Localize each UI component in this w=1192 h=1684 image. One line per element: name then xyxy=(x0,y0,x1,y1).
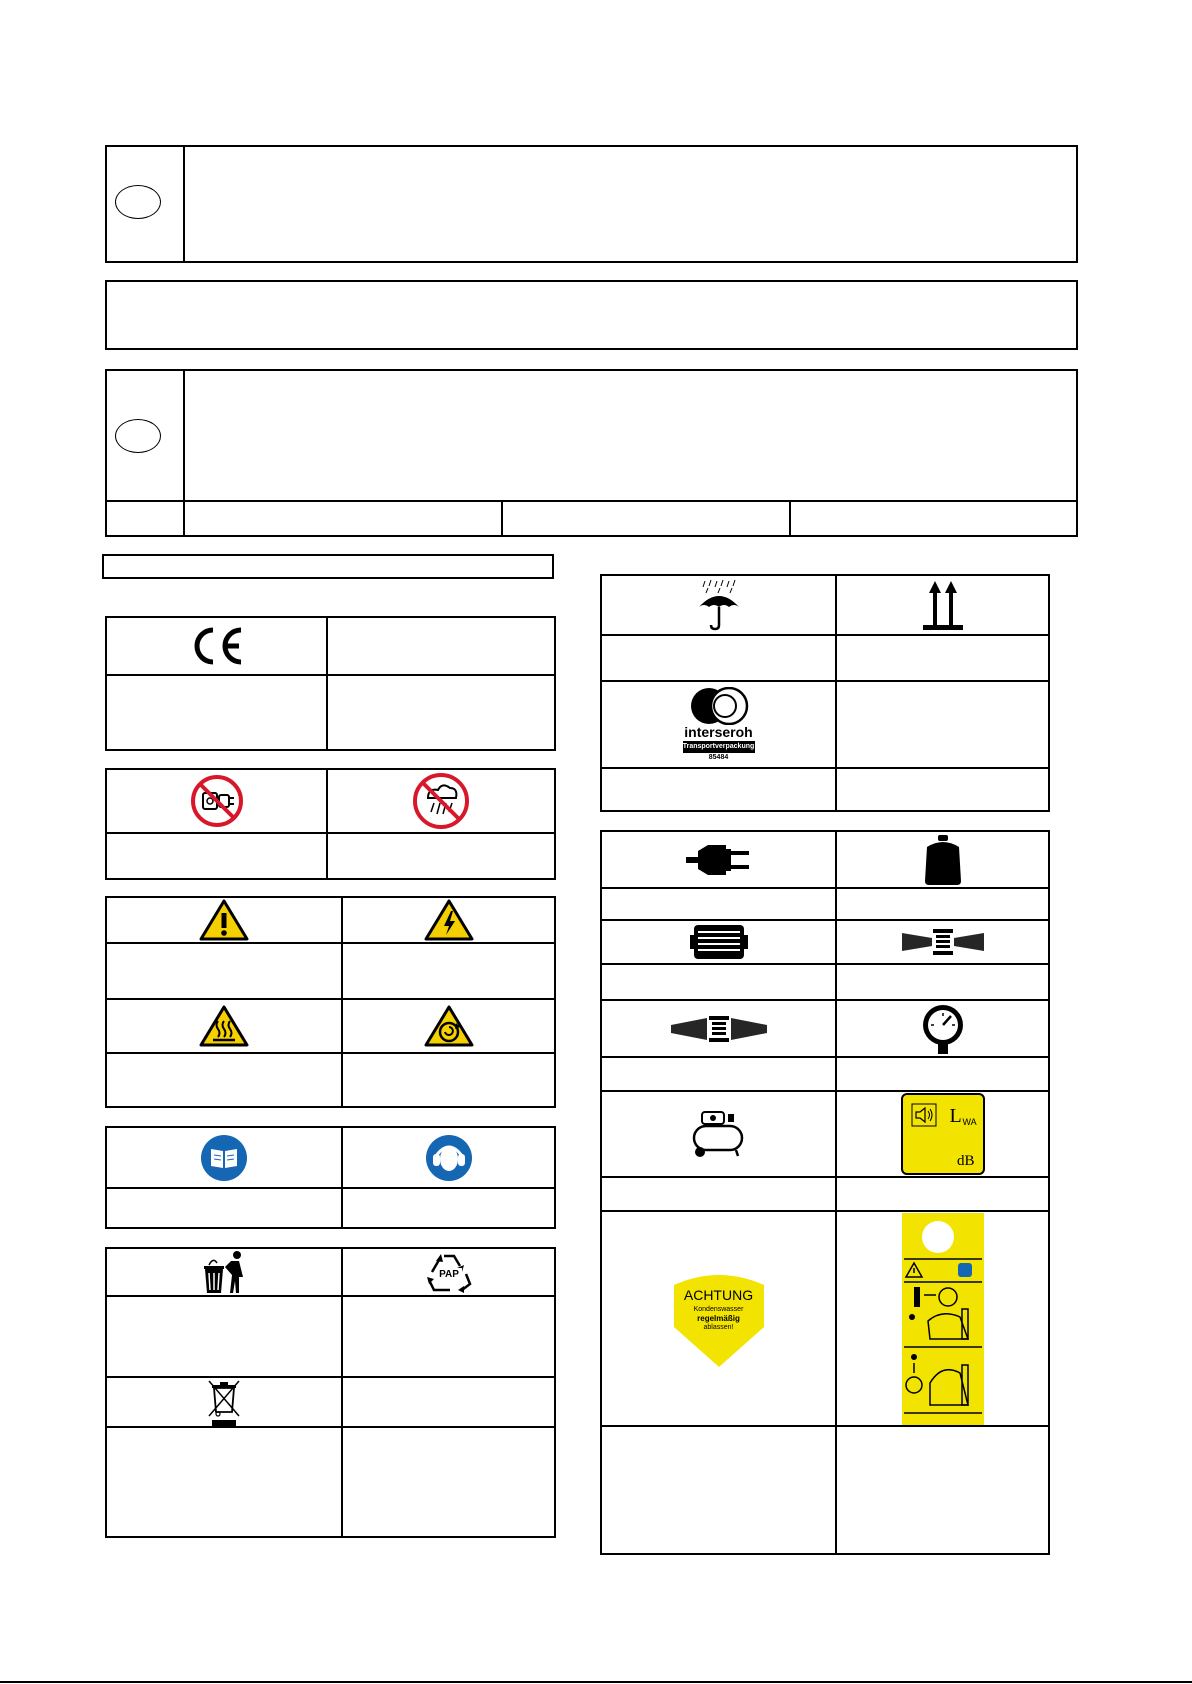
svg-text:PAP: PAP xyxy=(438,1269,459,1280)
cell-air-intake-desc xyxy=(601,1057,836,1091)
language-oval-1 xyxy=(115,185,161,219)
page-bottom-rule xyxy=(0,1681,1192,1683)
cell-general-warning xyxy=(106,897,342,943)
cell-interseroh-desc-left xyxy=(601,768,836,811)
cell-this-way-up xyxy=(836,575,1049,635)
table-disposal xyxy=(105,1247,556,1538)
cell-sound-power-desc xyxy=(836,1177,1049,1211)
interseroh-number: 85484 xyxy=(708,753,729,761)
cell-weee-desc-left xyxy=(106,1427,342,1537)
air-output-icon xyxy=(902,927,984,957)
cell-auto-start-desc xyxy=(342,1053,555,1107)
cell-pressure-gauge xyxy=(836,1000,1049,1057)
header-frame-3-col-3 xyxy=(789,500,791,535)
hot-surface-icon xyxy=(199,1005,249,1047)
no-rain-icon xyxy=(412,772,470,830)
cell-ce-desc-left xyxy=(106,675,327,750)
interseroh-name: interseroh xyxy=(684,723,753,740)
cell-instruction-sticker xyxy=(836,1211,1049,1426)
cell-no-rain-desc xyxy=(327,833,555,879)
header-frame-1 xyxy=(105,145,1078,263)
cell-recycle-pap xyxy=(342,1248,555,1296)
weee-bin-icon xyxy=(206,1378,242,1426)
read-manual-icon xyxy=(200,1134,248,1182)
table-mandatory xyxy=(105,1126,556,1229)
lwa-subscript: WA xyxy=(962,1117,977,1127)
table-warnings xyxy=(105,896,556,1108)
achtung-line-2: regelmäßig xyxy=(697,1313,740,1323)
cell-interseroh xyxy=(601,681,836,768)
cell-auto-start xyxy=(342,999,555,1053)
electric-hazard-icon xyxy=(424,899,474,941)
air-intake-icon xyxy=(671,1014,767,1044)
power-plug-icon xyxy=(686,837,752,883)
interseroh-rings-icon xyxy=(683,687,755,725)
cell-no-plug xyxy=(106,769,327,833)
header-frame-3-divider xyxy=(183,371,185,501)
cell-ear-protection-desc xyxy=(342,1188,555,1228)
dispose-bin-icon xyxy=(201,1249,247,1295)
cell-ce-desc-right xyxy=(327,675,555,750)
header-frame-2 xyxy=(105,280,1078,350)
cell-hot-surface-desc xyxy=(106,1053,342,1107)
cell-keep-dry xyxy=(601,575,836,635)
cell-power-desc xyxy=(601,888,836,920)
this-way-up-icon xyxy=(921,579,965,631)
cell-condensate-desc xyxy=(601,1426,836,1554)
ear-protection-icon xyxy=(425,1134,473,1182)
db-label: dB xyxy=(956,1153,975,1169)
cell-air-output-desc xyxy=(836,964,1049,1000)
lwa-label: L xyxy=(949,1105,962,1127)
header-frame-3-row-line xyxy=(107,500,1076,502)
cell-interseroh-text xyxy=(836,681,1049,768)
achtung-line-1: Kondenswasser xyxy=(693,1305,744,1313)
cell-air-output xyxy=(836,920,1049,964)
warning-icon xyxy=(199,899,249,941)
cell-weee-desc-right xyxy=(342,1427,555,1537)
header-frame-3 xyxy=(105,369,1078,537)
cell-weee-text xyxy=(342,1377,555,1427)
keep-dry-icon xyxy=(695,579,743,631)
cell-interseroh-desc-right xyxy=(836,768,1049,811)
cell-motor-desc xyxy=(601,964,836,1000)
achtung-line-3: ablassen! xyxy=(703,1323,734,1331)
recycle-pap-icon xyxy=(424,1250,474,1294)
cell-ce-icon xyxy=(106,617,327,675)
cell-general-warning-desc xyxy=(106,943,342,999)
language-oval-2 xyxy=(115,419,161,453)
cell-hot-surface xyxy=(106,999,342,1053)
cell-no-plug-desc xyxy=(106,833,327,879)
cell-electric-warning xyxy=(342,897,555,943)
cell-dispose-bin xyxy=(106,1248,342,1296)
cell-dispose-desc xyxy=(106,1296,342,1377)
table-ce xyxy=(105,616,556,751)
motor-icon xyxy=(690,921,748,963)
cell-sound-power xyxy=(836,1091,1049,1177)
section-heading-box xyxy=(102,554,554,579)
interseroh-logo xyxy=(679,687,759,763)
cell-electric-warning-desc xyxy=(342,943,555,999)
cell-keep-dry-desc xyxy=(601,635,836,681)
cell-this-way-up-desc xyxy=(836,635,1049,681)
achtung-title: ACHTUNG xyxy=(683,1286,754,1303)
condensate-sticker-icon xyxy=(666,1269,772,1369)
cell-power-plug xyxy=(601,831,836,888)
table-packaging xyxy=(600,574,1050,812)
cell-compressor-desc xyxy=(601,1177,836,1211)
header-frame-3-col-1 xyxy=(183,500,185,535)
cell-condensate-sticker xyxy=(601,1211,836,1426)
weight-icon xyxy=(921,833,965,887)
table-technical xyxy=(600,830,1050,1555)
sound-power-icon xyxy=(901,1093,985,1175)
automatic-start-icon xyxy=(424,1005,474,1047)
cell-read-manual-desc xyxy=(106,1188,342,1228)
cell-air-intake xyxy=(601,1000,836,1057)
cell-motor xyxy=(601,920,836,964)
header-frame-3-col-2 xyxy=(501,500,503,535)
header-frame-1-divider xyxy=(183,147,185,261)
cell-no-rain xyxy=(327,769,555,833)
compressor-icon xyxy=(692,1110,746,1158)
speaker-icon xyxy=(911,1103,937,1127)
no-plug-icon xyxy=(191,775,243,827)
cell-ce-text xyxy=(327,617,555,675)
interseroh-band: Transportverpackung xyxy=(683,741,755,753)
instruction-sticker-icon xyxy=(902,1213,984,1425)
pressure-gauge-icon xyxy=(920,1003,966,1055)
cell-weee-bin xyxy=(106,1377,342,1427)
cell-weight-desc xyxy=(836,888,1049,920)
table-prohibition xyxy=(105,768,556,880)
ce-mark-icon xyxy=(189,624,245,668)
cell-compressor xyxy=(601,1091,836,1177)
cell-instruction-desc xyxy=(836,1426,1049,1554)
cell-weight xyxy=(836,831,1049,888)
cell-recycle-desc xyxy=(342,1296,555,1377)
cell-pressure-desc xyxy=(836,1057,1049,1091)
cell-ear-protection xyxy=(342,1127,555,1188)
cell-read-manual xyxy=(106,1127,342,1188)
